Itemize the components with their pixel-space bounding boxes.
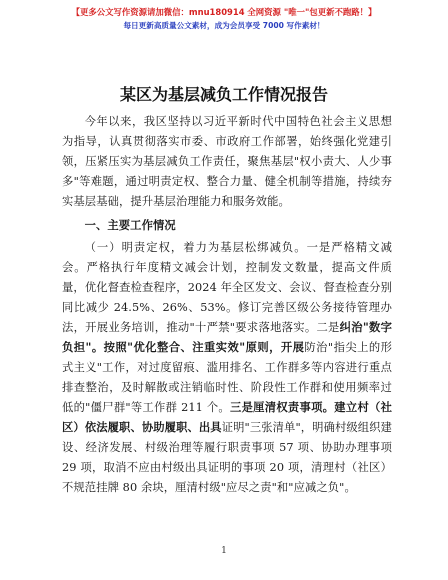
page-number: 1 bbox=[221, 546, 227, 556]
paragraph-1-bold-d: 三是厘清权责事项。建立村（社区）依法履职、协助履职、出具 bbox=[62, 401, 393, 434]
document-body bbox=[62, 112, 392, 498]
section-heading: 一、主要工作情况 bbox=[84, 219, 176, 232]
promo-banner-line-1: 【更多公文写作资源请加微信：mnu180914 全网资源 "唯一"包更新不跑路！】 bbox=[71, 7, 377, 17]
intro-paragraph: 今年以来，我区坚持以习近平新时代中国特色社会主义思想为指导，认真贯彻落实市委、市政府工作部署，始终强化党建引领，压紧压实为基层减负工作责任，聚焦基层"权小责大、人少事多"等难题，通过明责定权、整合力量、健全机制等措施，持续夯实基层基础，提升基层治理能力和服务效能。 bbox=[62, 115, 392, 208]
paragraph-1-text-e: 证明"三张清单"，明确村级组织建设、经济发展、村级治理等履行职责事项 57 项、协助办理事项 29 项，取消不应由村级出具证明的事项 20 项，清理村（社区）不规范挂牌 80 余块，厘清村级"应尽之责"和"应减之负"。 bbox=[62, 421, 392, 494]
paragraph-1 bbox=[62, 238, 392, 498]
paragraph-1-text-a: （一）明责定权，着力为基层松绑减负。一是严格精文减会。严格执行年度精文减会计划，控制发文数量，提高文件质量，优化督查检查程序，2024 年全区发文、会议、督查检查分别同比减少 24.5%、26%、53%。修订完善区级公务接待管理办法，开展业务培训，推动"十严禁"要求落地落实。二是 bbox=[62, 241, 392, 334]
paragraph-1-bold-b: 纠治"数字负担"。按照"优化整合、注重实效"原则，开展 bbox=[62, 321, 392, 354]
promo-banner-line-2: 每日更新高质量公文素材，成为会员享受 7000 写作素材！ bbox=[123, 21, 325, 30]
paragraph-1-text-c: 防治"指尖上的形式主义"工作，对过度留痕、滥用排名、工作群多等内容进行重点排查整治，及时解散或注销临时性、阶段性工作群和使用频率过低的"僵尸群"等工作群 211 个。 bbox=[62, 341, 392, 414]
document-title: 某区为基层减负工作情况报告 bbox=[119, 85, 328, 104]
